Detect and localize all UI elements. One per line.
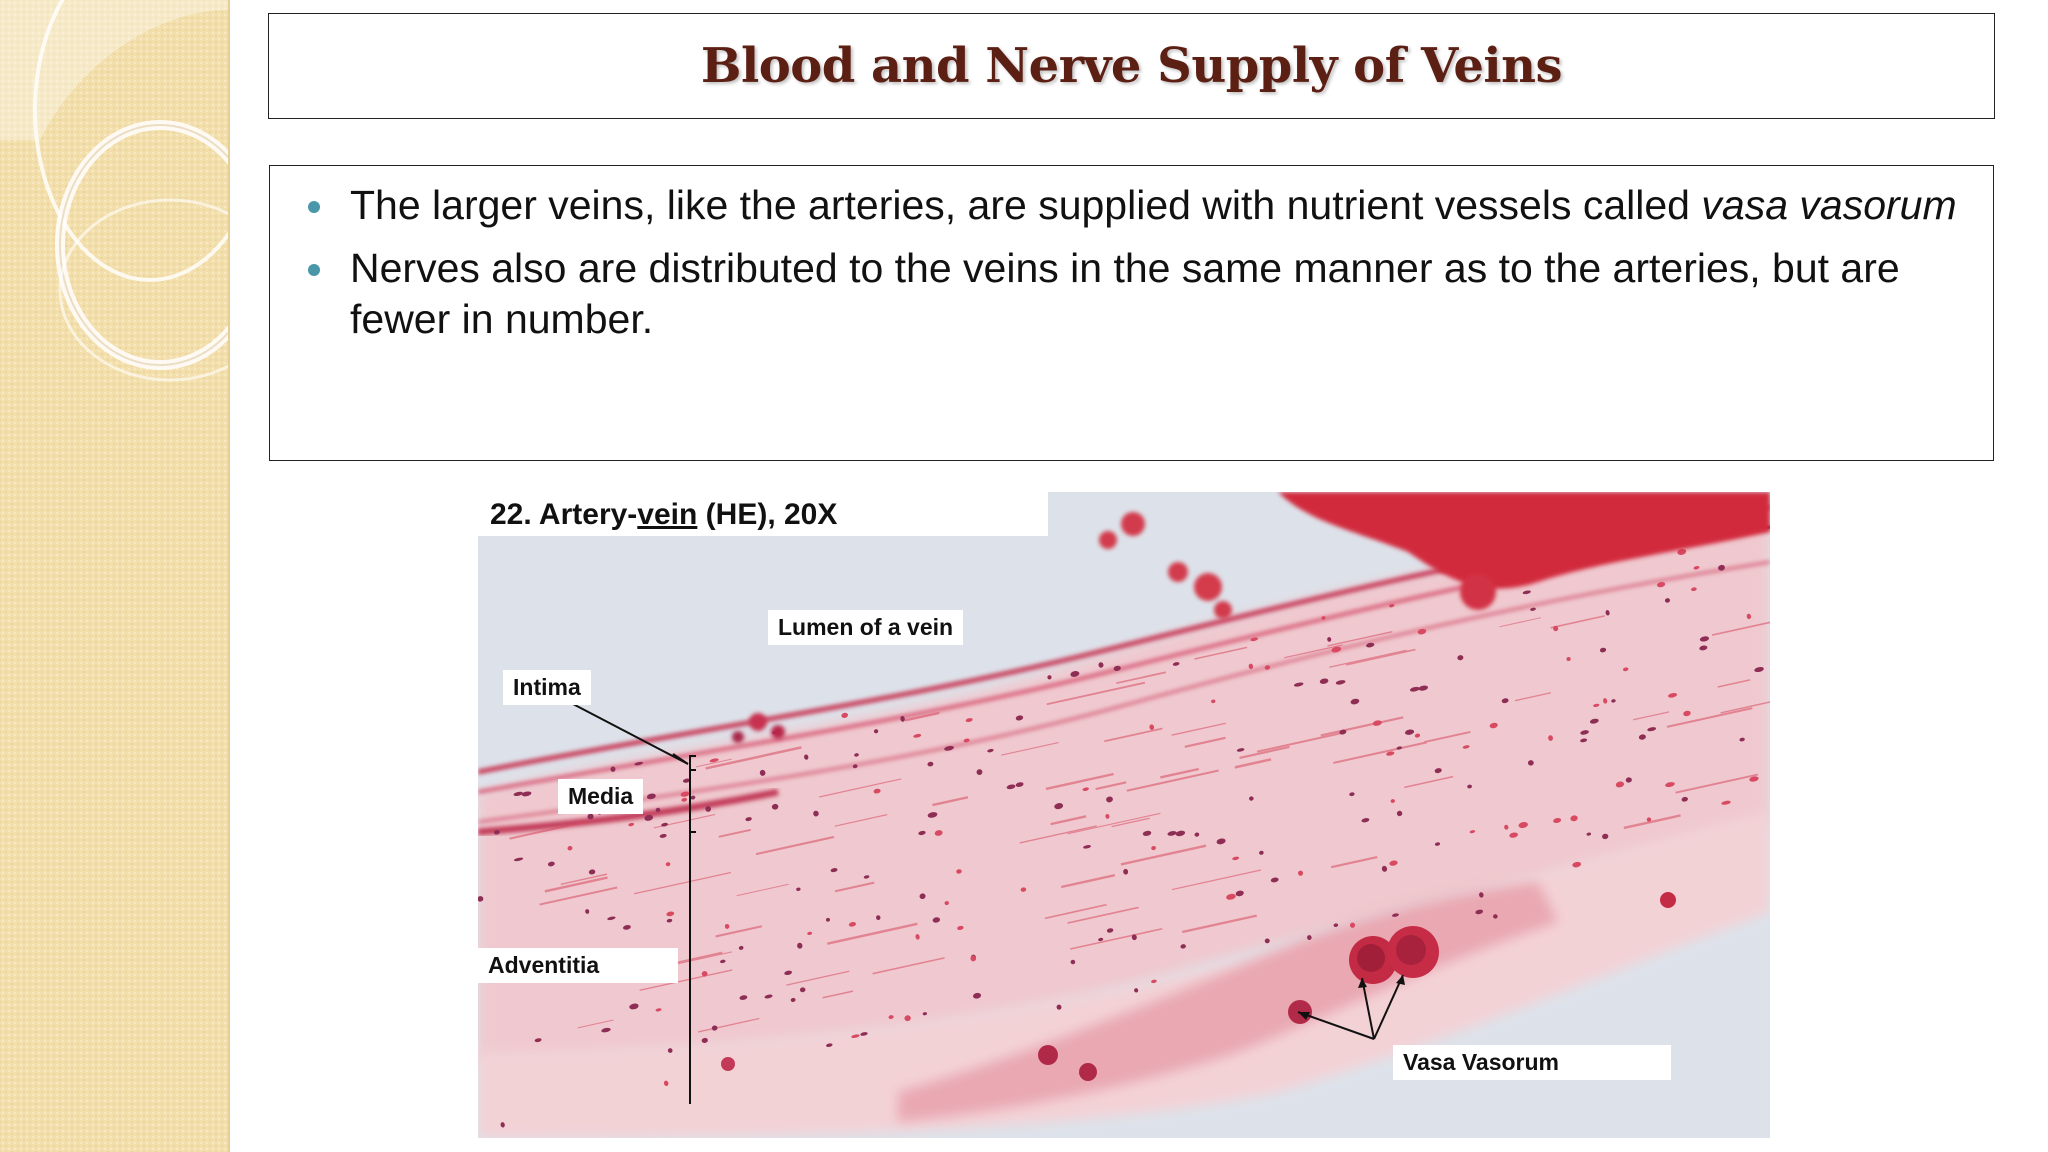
bullet-dot-icon [308,264,320,276]
figure-caption [478,492,1048,536]
decorative-rings [0,0,228,1152]
bullet-text: Nerves also are distributed to the veins in the same manner as to the arteries, but are fewer in number. [350,245,1900,342]
tissue-image [478,492,1770,1138]
bullet-item [308,180,1973,231]
label-lumen: Lumen of a vein [768,610,963,645]
label-media: Media [558,779,643,814]
decorative-side-strip [0,0,230,1152]
label-intima: Intima [503,670,591,705]
title-box [268,13,1995,119]
caption-prefix: 22. Artery- [490,498,638,531]
content-box [269,165,1994,461]
label-vasa-vasorum: Vasa Vasorum [1393,1045,1671,1080]
caption-underlined-term: vein [637,498,698,531]
label-adventitia: Adventitia [478,948,678,983]
bullet-text: The larger veins, like the arteries, are supplied with nutrient vessels called [350,182,1702,228]
histology-micrograph [478,492,1770,1138]
bullet-list [308,180,1973,345]
bullet-dot-icon [308,201,320,213]
bullet-italic-term: vasa vasorum [1701,182,1957,228]
slide-title: Blood and Nerve Supply of Veins [700,38,1563,94]
caption-suffix: (HE), 20X [697,498,838,531]
bullet-item [308,243,1973,345]
